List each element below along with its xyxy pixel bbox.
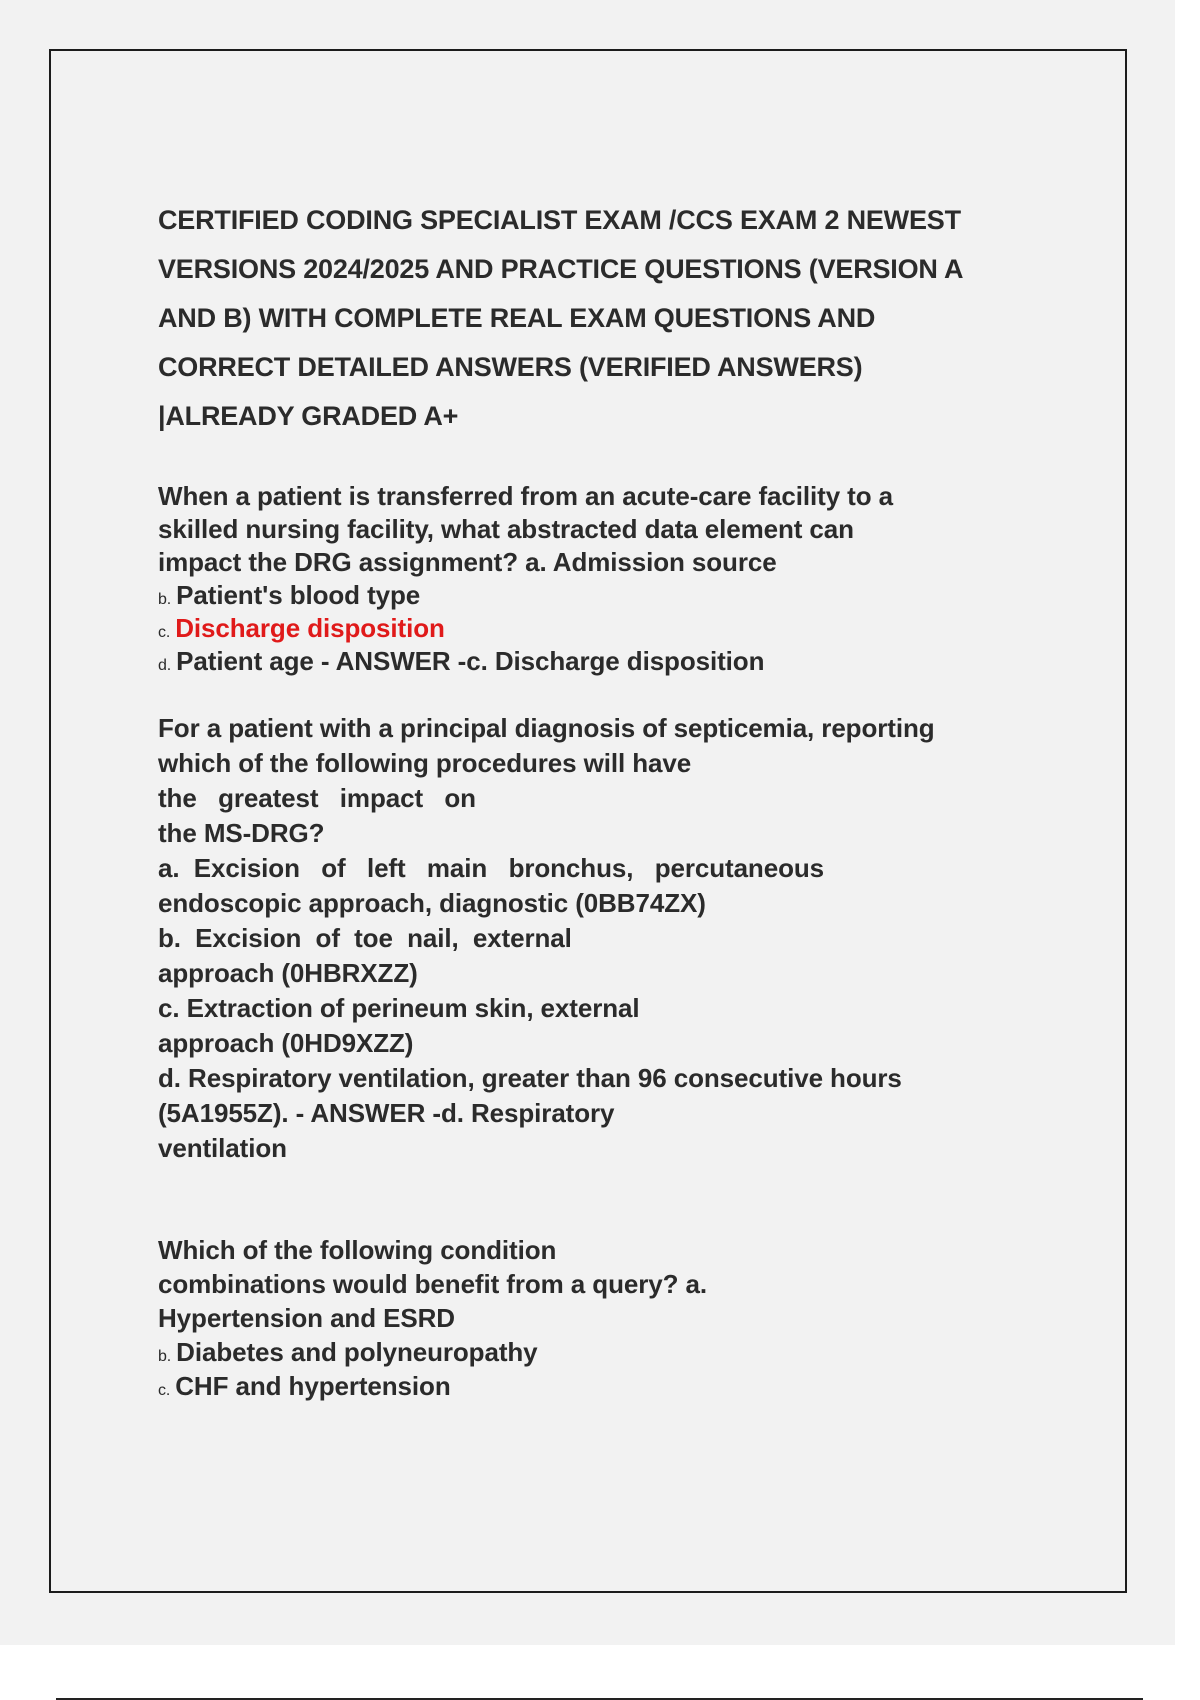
question-text: When a patient is transferred from an acute-care facility to a [158, 481, 894, 511]
title-line: VERSIONS 2024/2025 AND PRACTICE QUESTIONS (VERSION A [158, 254, 964, 284]
option-letter: c. [158, 1382, 171, 1399]
answer-option [158, 579, 1038, 612]
document-title [158, 196, 1038, 441]
question-text: For a patient with a principal diagnosis of septicemia, reporting [158, 713, 935, 743]
option-letter: b. [158, 591, 172, 608]
title-line: |ALREADY GRADED A+ [158, 401, 459, 431]
question-text: which of the following procedures will have [158, 748, 692, 778]
question-text: Which of the following condition [158, 1235, 557, 1265]
answer-option [158, 645, 1038, 678]
question-2 [158, 711, 1038, 1166]
question-text: combinations would benefit from a query? a. [158, 1269, 707, 1299]
question-1 [158, 480, 1038, 678]
option-text: Diabetes and polyneuropathy [176, 1337, 538, 1367]
option-letter: b. [158, 1348, 172, 1365]
option-letter: c. [158, 624, 171, 641]
answer-option-correct [158, 612, 1038, 645]
answer-option: a. Excision of left main bronchus, percutaneous [158, 853, 824, 883]
question-text: impact the DRG assignment? a. Admission source [158, 547, 777, 577]
answer-option: endoscopic approach, diagnostic (0BB74ZX) [158, 888, 706, 918]
option-text-highlighted: Discharge disposition [175, 613, 445, 643]
answer-option: b. Excision of toe nail, external [158, 923, 572, 953]
answer-text: (5A1955Z). - ANSWER -d. Respiratory [158, 1098, 615, 1128]
document-content [158, 196, 1038, 1403]
answer-option: approach (0HD9XZZ) [158, 1028, 414, 1058]
option-text: CHF and hypertension [175, 1371, 451, 1401]
question-text: the greatest impact on [158, 783, 476, 813]
answer-option: c. Extraction of perineum skin, external [158, 993, 640, 1023]
option-text: Patient's blood type [176, 580, 421, 610]
question-text: skilled nursing facility, what abstracted data element can [158, 514, 854, 544]
answer-option [158, 1369, 1038, 1403]
question-text: the MS-DRG? [158, 818, 325, 848]
title-line: CERTIFIED CODING SPECIALIST EXAM /CCS EXAM 2 NEWEST [158, 205, 961, 235]
answer-text: ventilation [158, 1133, 287, 1163]
answer-option: d. Respiratory ventilation, greater than 96 consecutive hours [158, 1063, 902, 1093]
answer-option: approach (0HBRXZZ) [158, 958, 418, 988]
title-line: CORRECT DETAILED ANSWERS (VERIFIED ANSWERS) [158, 352, 863, 382]
answer-option [158, 1335, 1038, 1369]
question-3 [158, 1233, 1038, 1403]
question-text: Hypertension and ESRD [158, 1303, 455, 1333]
title-line: AND B) WITH COMPLETE REAL EXAM QUESTIONS AND [158, 303, 876, 333]
option-letter: d. [158, 657, 172, 674]
option-text: Patient age - ANSWER -c. Discharge disposition [176, 646, 765, 676]
